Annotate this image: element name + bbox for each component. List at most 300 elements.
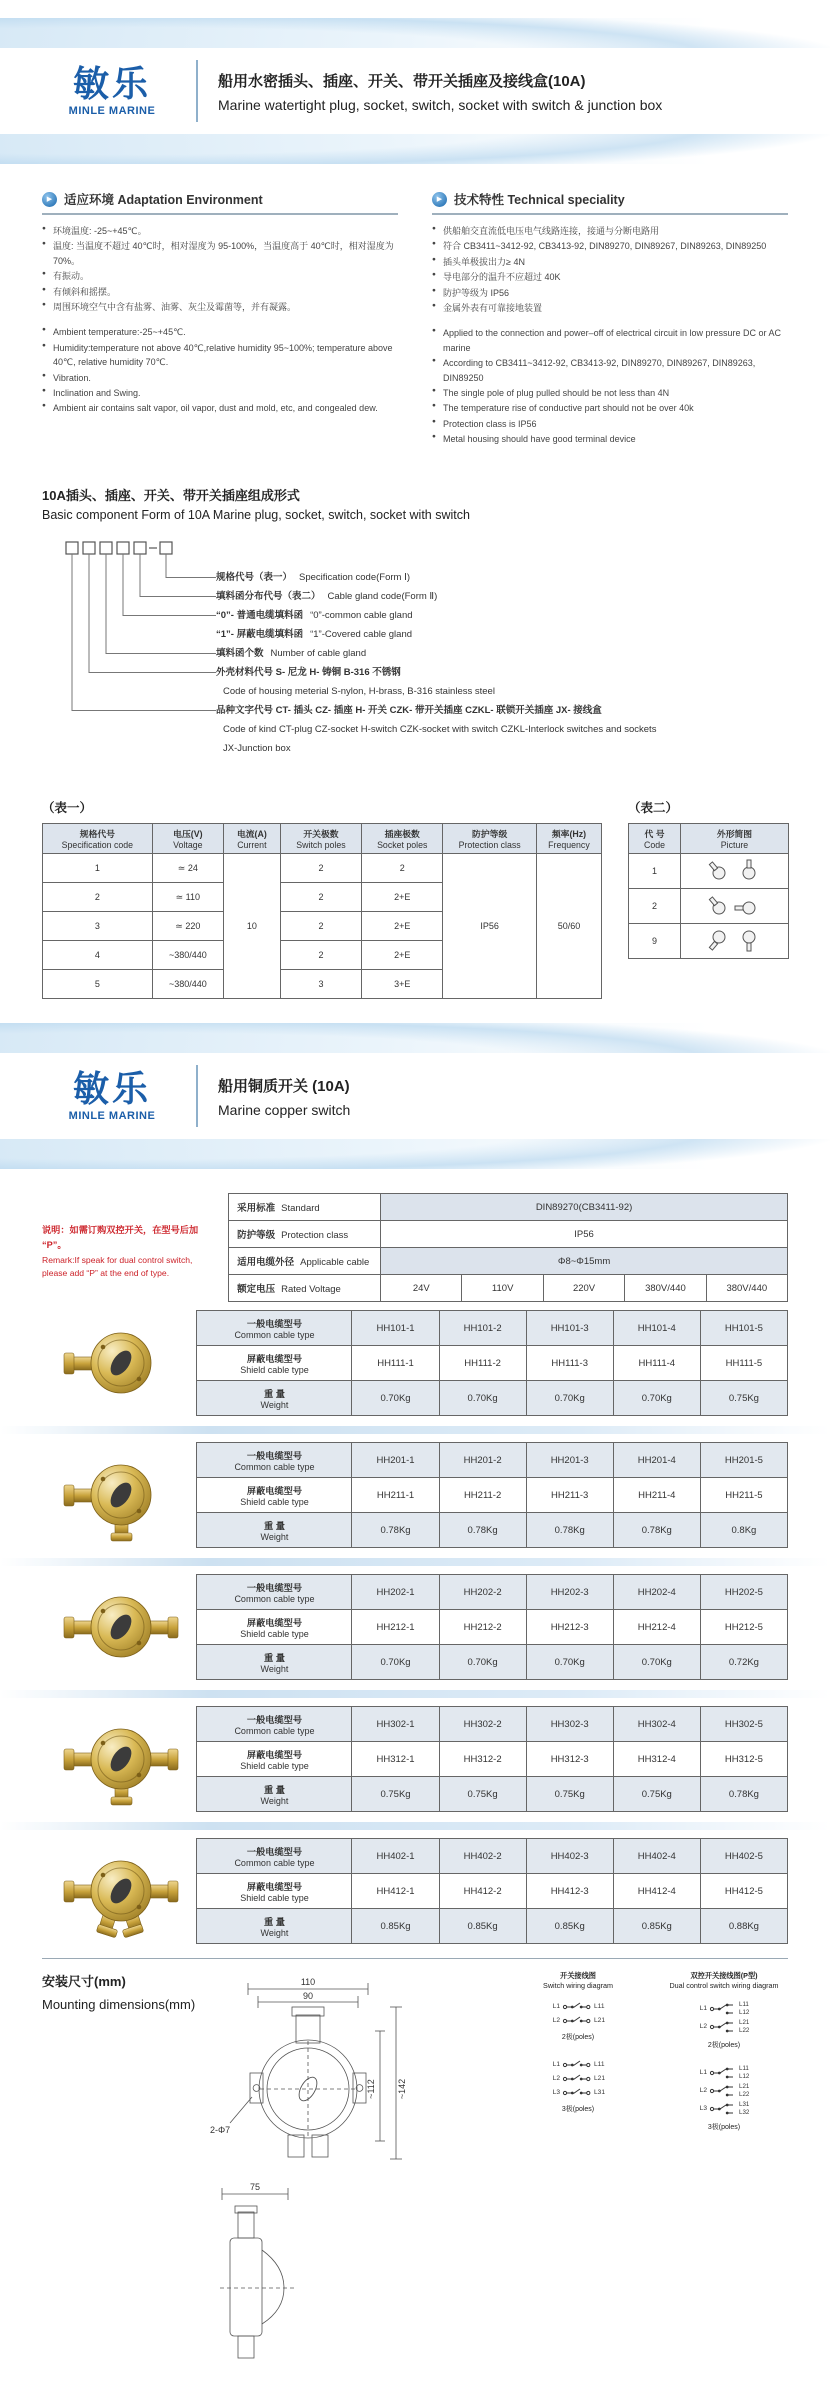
table-row — [197, 1707, 788, 1742]
table-row — [229, 1221, 788, 1248]
type-cell: HH312-2 — [439, 1742, 526, 1777]
type-cell: HH402-2 — [439, 1839, 526, 1874]
table-row — [197, 1443, 788, 1478]
list-item: ● 插头单极拔出力≥ 4N — [432, 255, 788, 269]
dual-wiring-title-en: Dual control switch wiring diagram — [669, 1981, 779, 1991]
row-divider — [0, 1426, 830, 1434]
terminal-label-pair — [739, 2101, 754, 2116]
list-item: ● 金属外表有可靠接地装置 — [432, 301, 788, 315]
table-row — [229, 1275, 788, 1302]
cell: 3 — [280, 970, 361, 999]
weight-cell: 0.70Kg — [613, 1645, 700, 1680]
row-divider — [0, 1558, 830, 1566]
table-row — [197, 1645, 788, 1680]
code-legend — [216, 568, 656, 758]
spec-value: Φ8~Φ15mm — [381, 1248, 788, 1275]
type-cell: HH111-4 — [613, 1346, 700, 1381]
cell-code: 1 — [629, 854, 681, 889]
form-two — [628, 798, 789, 959]
wiring-group-3pole — [660, 2064, 788, 2132]
legend-line — [216, 720, 656, 739]
form-two-table — [628, 823, 789, 959]
row-label: 重 量 Weight — [197, 1513, 352, 1548]
spec-label: 适用电缆外径 Applicable cable — [229, 1248, 381, 1275]
remark-en: Remark:If speak for dual control switch, please add “P” at the end of type. — [42, 1254, 193, 1279]
wiring-row — [514, 2014, 642, 2028]
row-label: 屏蔽电缆型号 Shield cable type — [197, 1610, 352, 1645]
terminal-label: L2 — [699, 2087, 707, 2095]
list-item: ● 防护等级为 IP56 — [432, 286, 788, 300]
page-title-en: Marine watertight plug, socket, switch, socket with switch & junction box — [218, 96, 663, 113]
feature-columns — [42, 190, 788, 447]
form-two-caption: （表二） — [628, 801, 679, 816]
dim-90: 90 — [302, 1991, 313, 2002]
col-header: 规格代号 Specification code — [43, 824, 153, 854]
terminal-label: L22 — [739, 2027, 750, 2035]
legend-en: “0”-common cable gland — [310, 610, 413, 622]
weight-cell: 0.88Kg — [700, 1909, 787, 1944]
type-cell: HH212-5 — [700, 1610, 787, 1645]
legend-line — [216, 625, 656, 644]
type-cell: HH402-5 — [700, 1839, 787, 1874]
type-cell: HH302-5 — [700, 1707, 787, 1742]
legend-en: Specification code(Form Ⅰ) — [299, 572, 411, 584]
brass-switch-photo — [59, 1317, 179, 1409]
pole-count-label: 2极(poles) — [707, 2041, 741, 2049]
logo-english: MINLE MARINE — [68, 1109, 156, 1122]
type-cell: HH101-2 — [439, 1311, 526, 1346]
cell: 2 — [280, 854, 361, 883]
wiring-row — [660, 2100, 788, 2118]
pole-count-label: 3极(poles) — [707, 2123, 741, 2131]
technical-section — [432, 190, 788, 447]
spec-row — [42, 1193, 788, 1302]
product-row — [42, 1442, 788, 1548]
row-label: 一般电缆型号 Common cable type — [197, 1707, 352, 1742]
table-row — [197, 1575, 788, 1610]
mounting-title-en: Mounting dimensions(mm) — [42, 1996, 196, 2012]
list-item: ● Ambient air contains salt vapor, oil vapor, dust and mold, etc, and congealed dew. — [42, 401, 398, 415]
type-cell: HH212-4 — [613, 1610, 700, 1645]
type-cell: HH202-4 — [613, 1575, 700, 1610]
component-form-heading — [42, 487, 788, 524]
list-item: ● 有振动。 — [42, 269, 398, 283]
terminal-label: L21 — [594, 2017, 606, 2025]
cell: ~380/440 — [152, 941, 223, 970]
technical-header — [432, 190, 788, 215]
col-header: 电压(V) Voltage — [152, 824, 223, 854]
brand-logo — [42, 62, 182, 117]
type-cell: HH212-2 — [439, 1610, 526, 1645]
terminal-label: L32 — [739, 2109, 750, 2117]
form-one-table — [42, 823, 602, 999]
type-cell: HH202-2 — [439, 1575, 526, 1610]
standard-spec-table — [228, 1193, 788, 1302]
header-divider — [196, 60, 198, 122]
adaptation-section — [42, 190, 398, 447]
cell: 1 — [43, 854, 153, 883]
row-label: 屏蔽电缆型号 Shield cable type — [197, 1346, 352, 1381]
terminal-label-pair — [739, 2083, 754, 2098]
terminal-label: L1 — [699, 2069, 707, 2077]
cell-picture — [681, 889, 789, 924]
wiring-row — [514, 2058, 642, 2072]
dim-holes: 2-Φ7 — [209, 2125, 230, 2136]
type-cell: HH212-3 — [526, 1610, 613, 1645]
wiring-group-2pole — [514, 2000, 642, 2042]
technical-list-cn — [432, 224, 788, 315]
weight-cell: 0.75Kg — [526, 1777, 613, 1812]
form-one-caption: （表一） — [42, 801, 93, 816]
weight-cell: 0.75Kg — [700, 1381, 787, 1416]
type-cell: HH302-2 — [439, 1707, 526, 1742]
side-view-drawing — [200, 2176, 312, 2376]
type-cell: HH312-1 — [352, 1742, 439, 1777]
switch-symbol — [562, 2002, 592, 2012]
remark-cn: 说明：如需订购双控开关，在型号后加 “P”。 — [42, 1225, 199, 1250]
cell: 2 — [280, 941, 361, 970]
type-cell: HH101-4 — [613, 1311, 700, 1346]
terminal-label: L21 — [739, 2083, 750, 2091]
wiring-row — [660, 2018, 788, 2036]
legend-line — [216, 701, 656, 720]
logo-english: MINLE MARINE — [68, 104, 156, 117]
play-circle-icon: ▶ — [432, 192, 447, 207]
legend-en: “1”-Covered cable gland — [310, 629, 413, 641]
weight-cell: 0.70Kg — [352, 1381, 439, 1416]
row-label: 一般电缆型号 Common cable type — [197, 1443, 352, 1478]
list-item: ● Applied to the connection and power–off of electrical circuit in low pressure DC or AC marine — [432, 326, 788, 355]
legend-cn: 填料函分布代号（表二） — [216, 591, 321, 603]
product-row — [42, 1838, 788, 1944]
terminal-label: L11 — [739, 2065, 749, 2073]
gland-sketch-icon — [699, 892, 771, 918]
weight-cell: 0.85Kg — [613, 1909, 700, 1944]
page-title-cn: 船用水密插头、插座、开关、带开关插座及接线盒(10A) — [218, 72, 586, 90]
terminal-label: L12 — [739, 2009, 750, 2017]
row-divider — [0, 1822, 830, 1830]
type-cell: HH111-3 — [526, 1346, 613, 1381]
dual-wiring-title-cn: 双控开关接线图(P型) — [690, 1971, 758, 1981]
legend-cn: “0”- 普通电缆填料函 — [216, 610, 304, 622]
cell: ≃ 24 — [152, 854, 223, 883]
col-header: 开关极数 Switch poles — [280, 824, 361, 854]
product-table — [196, 1706, 788, 1812]
list-item: ● The temperature rise of conductive part should not be over 40k — [432, 401, 788, 415]
wave-decoration — [0, 1139, 830, 1169]
table-row — [629, 924, 789, 959]
dual-switch-symbol — [709, 2065, 737, 2081]
table-row — [197, 1478, 788, 1513]
terminal-label: L31 — [739, 2101, 750, 2109]
terminal-label: L1 — [699, 2005, 707, 2013]
weight-cell: 0.70Kg — [439, 1381, 526, 1416]
type-cell: HH201-1 — [352, 1443, 439, 1478]
adaptation-header — [42, 190, 398, 215]
terminal-label: L1 — [552, 2003, 560, 2011]
cell: ≃ 220 — [152, 912, 223, 941]
dim-142: ~142 — [396, 2079, 407, 2100]
type-cell: HH202-5 — [700, 1575, 787, 1610]
row-label: 屏蔽电缆型号 Shield cable type — [197, 1874, 352, 1909]
type-cell: HH312-5 — [700, 1742, 787, 1777]
row-label: 重 量 Weight — [197, 1381, 352, 1416]
switch-wiring-column — [514, 1971, 642, 2381]
table-row — [629, 854, 789, 889]
weight-cell: 0.70Kg — [352, 1645, 439, 1680]
row-label: 重 量 Weight — [197, 1909, 352, 1944]
weight-cell: 0.85Kg — [526, 1909, 613, 1944]
terminal-label: L11 — [594, 2003, 605, 2011]
mounting-section — [42, 1958, 788, 2381]
table-row — [197, 1311, 788, 1346]
weight-cell: 0.78Kg — [700, 1777, 787, 1812]
weight-cell: 0.78Kg — [352, 1513, 439, 1548]
cell-protection: IP56 — [443, 854, 537, 999]
switch-symbol — [562, 2016, 592, 2026]
table-row — [197, 1346, 788, 1381]
brass-switch-photo — [59, 1713, 179, 1805]
weight-cell: 0.70Kg — [526, 1381, 613, 1416]
product-photo — [42, 1317, 196, 1409]
switch-wiring-title — [514, 1971, 642, 1990]
type-code-diagram — [64, 540, 788, 780]
col-header: 外形简图 Picture — [681, 824, 789, 854]
legend-line — [216, 663, 656, 682]
table-row — [197, 1513, 788, 1548]
list-item: ● Ambient temperature:-25~+45℃. — [42, 325, 398, 339]
col-header: 代 号 Code — [629, 824, 681, 854]
gland-sketch-icon — [699, 857, 771, 883]
header-wave-decoration — [0, 134, 830, 164]
cell-picture — [681, 924, 789, 959]
weight-cell: 0.78Kg — [526, 1513, 613, 1548]
weight-cell: 0.70Kg — [526, 1645, 613, 1680]
type-cell: HH302-4 — [613, 1707, 700, 1742]
legend-line — [216, 568, 656, 587]
legend-line — [216, 682, 656, 701]
table-row — [629, 889, 789, 924]
cell: 2+E — [362, 941, 443, 970]
terminal-label-pair — [739, 2065, 754, 2080]
list-item: ● According to CB3411~3412-92, CB3413-92, DIN89270, DIN89267, DIN89263, DIN89250 — [432, 356, 788, 385]
legend-line — [216, 644, 656, 663]
type-cell: HH211-5 — [700, 1478, 787, 1513]
pole-count-label: 2极(poles) — [561, 2033, 595, 2041]
table-row — [43, 854, 602, 883]
adaptation-title: 适应环境 Adaptation Environment — [64, 193, 263, 207]
terminal-label: L21 — [594, 2075, 606, 2083]
legend-line — [216, 606, 656, 625]
cell-code: 9 — [629, 924, 681, 959]
switch-wiring-title-cn: 开关接线图 — [560, 1971, 596, 1981]
voltage-cell: 380V/440 — [706, 1275, 787, 1302]
dim-75: 75 — [249, 2182, 260, 2193]
row-label: 屏蔽电缆型号 Shield cable type — [197, 1742, 352, 1777]
legend-en: Code of housing meterial S-nylon, H-brass, B-316 stainless steel — [223, 686, 495, 698]
dual-switch-symbol — [709, 2001, 737, 2017]
dual-switch-symbol — [709, 2083, 737, 2099]
weight-cell: 0.70Kg — [613, 1381, 700, 1416]
cell: ≃ 110 — [152, 883, 223, 912]
legend-en: JX-Junction box — [223, 743, 291, 755]
gland-sketch-icon — [699, 927, 771, 953]
section-title-cn: 船用铜质开关 (10A) — [218, 1077, 350, 1095]
cell: 5 — [43, 970, 153, 999]
type-cell: HH201-5 — [700, 1443, 787, 1478]
pole-count-label: 3极(poles) — [561, 2105, 595, 2113]
terminal-label: L11 — [594, 2061, 605, 2069]
brass-switch-photo — [59, 1581, 179, 1673]
cell-frequency: 50/60 — [536, 854, 601, 999]
component-title-cn: 10A插头、插座、开关、带开关插座组成形式 — [42, 488, 300, 504]
type-cell: HH101-1 — [352, 1311, 439, 1346]
wiring-row — [660, 2082, 788, 2100]
weight-cell: 0.8Kg — [700, 1513, 787, 1548]
type-cell: HH412-4 — [613, 1874, 700, 1909]
row-label: 屏蔽电缆型号 Shield cable type — [197, 1478, 352, 1513]
brass-switch-photo — [59, 1845, 179, 1937]
row-label: 一般电缆型号 Common cable type — [197, 1311, 352, 1346]
logo-chinese: 敏乐 — [72, 62, 151, 104]
terminal-label: L3 — [552, 2089, 560, 2097]
dual-switch-symbol — [709, 2101, 737, 2117]
type-cell: HH201-4 — [613, 1443, 700, 1478]
voltage-cell: 110V — [462, 1275, 543, 1302]
product-table — [196, 1574, 788, 1680]
code-tree-drawing — [64, 540, 216, 755]
legend-cn: “1”- 屏蔽电缆填料函 — [216, 629, 304, 641]
row-label: 一般电缆型号 Common cable type — [197, 1575, 352, 1610]
type-cell: HH312-4 — [613, 1742, 700, 1777]
terminal-label: L11 — [739, 2001, 749, 2009]
table-row — [197, 1381, 788, 1416]
type-cell: HH402-1 — [352, 1839, 439, 1874]
dual-wiring-title — [660, 1971, 788, 1990]
type-cell: HH101-3 — [526, 1311, 613, 1346]
cell: 2 — [362, 854, 443, 883]
legend-cn: 规格代号（表一） — [216, 572, 293, 584]
type-cell: HH201-2 — [439, 1443, 526, 1478]
weight-cell: 0.78Kg — [613, 1513, 700, 1548]
cell-current: 10 — [223, 854, 280, 999]
header-1 — [42, 48, 788, 134]
front-view-drawing — [200, 1971, 432, 2171]
product-table — [196, 1442, 788, 1548]
terminal-label: L12 — [739, 2073, 750, 2081]
dual-wiring-column — [660, 1971, 788, 2381]
table-row — [197, 1839, 788, 1874]
cell: 2 — [280, 883, 361, 912]
product-table — [196, 1838, 788, 1944]
weight-cell: 0.78Kg — [439, 1513, 526, 1548]
switch-symbol — [562, 2088, 592, 2098]
product-photo — [42, 1713, 196, 1805]
weight-cell: 0.75Kg — [352, 1777, 439, 1812]
switch-wiring-title-en: Switch wiring diagram — [543, 1981, 613, 1991]
section-title-en: Marine copper switch — [218, 1101, 351, 1118]
dimension-drawings — [200, 1971, 508, 2381]
table-row — [197, 1742, 788, 1777]
product-table — [196, 1310, 788, 1416]
list-item: ● 周围环境空气中含有盐雾、油雾、灰尘及霉菌等，并有凝露。 — [42, 300, 398, 314]
list-item: ● The single pole of plug pulled should be not less than 4N — [432, 386, 788, 400]
cell: 2+E — [362, 883, 443, 912]
wiring-row — [514, 2086, 642, 2100]
row-label: 重 量 Weight — [197, 1777, 352, 1812]
list-item: ● Metal housing should have good terminal device — [432, 432, 788, 446]
type-cell: HH412-3 — [526, 1874, 613, 1909]
product-photo — [42, 1449, 196, 1541]
weight-cell: 0.70Kg — [439, 1645, 526, 1680]
cell: 2 — [43, 883, 153, 912]
type-cell: HH212-1 — [352, 1610, 439, 1645]
cell: 3+E — [362, 970, 443, 999]
table-row — [197, 1909, 788, 1944]
type-cell: HH211-2 — [439, 1478, 526, 1513]
row-divider — [0, 1690, 830, 1698]
legend-line — [216, 739, 656, 758]
top-wave-decoration — [0, 18, 830, 48]
weight-cell: 0.85Kg — [352, 1909, 439, 1944]
cell: 3 — [43, 912, 153, 941]
type-cell: HH302-1 — [352, 1707, 439, 1742]
wiring-row — [514, 2072, 642, 2086]
weight-cell: 0.72Kg — [700, 1645, 787, 1680]
product-photo — [42, 1845, 196, 1937]
list-item: ● 环境温度: -25~+45℃。 — [42, 224, 398, 238]
table-header-row — [629, 824, 789, 854]
cell: 2 — [280, 912, 361, 941]
mounting-title-cn: 安装尺寸(mm) — [42, 1974, 126, 1990]
order-remark — [42, 1193, 214, 1280]
legend-en: Number of cable gland — [270, 648, 367, 660]
legend-cn: 填料函个数 — [216, 648, 264, 660]
table-row — [197, 1874, 788, 1909]
wave-decoration — [0, 1023, 830, 1053]
header-titles — [218, 70, 662, 113]
type-cell: HH111-2 — [439, 1346, 526, 1381]
table-header-row — [43, 824, 602, 854]
play-circle-icon: ▶ — [42, 192, 57, 207]
brand-logo — [42, 1067, 182, 1122]
wiring-group-2pole — [660, 2000, 788, 2050]
technical-title: 技术特性 Technical speciality — [454, 193, 625, 207]
type-cell: HH111-1 — [352, 1346, 439, 1381]
terminal-label: L1 — [552, 2061, 560, 2069]
brass-switch-photo — [59, 1449, 179, 1541]
type-cell: HH302-3 — [526, 1707, 613, 1742]
product-row — [42, 1706, 788, 1812]
header-divider — [196, 1065, 198, 1127]
list-item: ● 有倾斜和摇摆。 — [42, 285, 398, 299]
adaptation-list-en — [42, 325, 398, 415]
type-cell: HH101-5 — [700, 1311, 787, 1346]
type-cell: HH402-3 — [526, 1839, 613, 1874]
weight-cell: 0.85Kg — [439, 1909, 526, 1944]
cell: 2+E — [362, 912, 443, 941]
type-cell: HH201-3 — [526, 1443, 613, 1478]
voltage-cell: 380V/440 — [625, 1275, 706, 1302]
spec-label: 额定电压 Rated Voltage — [229, 1275, 381, 1302]
type-cell: HH412-5 — [700, 1874, 787, 1909]
type-cell: HH211-4 — [613, 1478, 700, 1513]
dim-110: 110 — [300, 1977, 315, 1988]
cell: 4 — [43, 941, 153, 970]
legend-en: Code of kind CT-plug CZ-socket H-switch CZK-socket with switch CZKL-Interlock switches and sockets — [223, 724, 657, 736]
table-row — [197, 1610, 788, 1645]
type-cell: HH211-1 — [352, 1478, 439, 1513]
